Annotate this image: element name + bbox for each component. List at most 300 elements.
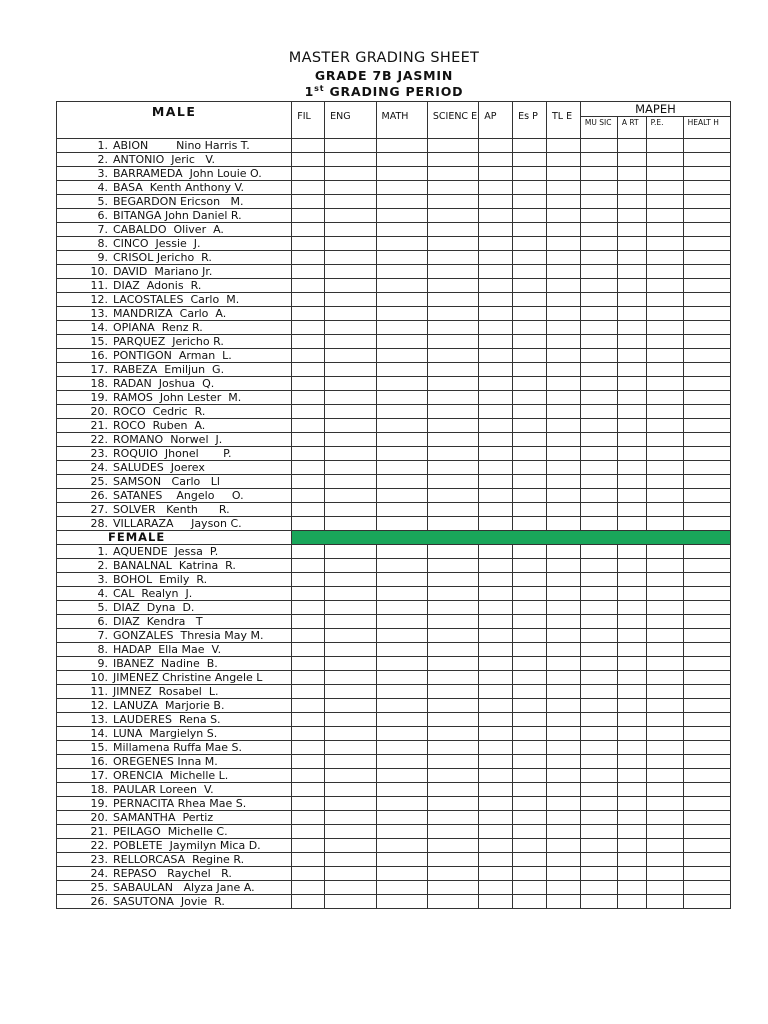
grade-cell[interactable]: [547, 615, 581, 629]
grade-cell[interactable]: [580, 559, 617, 573]
grade-cell[interactable]: [617, 251, 646, 265]
grade-cell[interactable]: [513, 167, 547, 181]
grade-cell[interactable]: [325, 853, 376, 867]
grade-cell[interactable]: [325, 657, 376, 671]
grade-cell[interactable]: [646, 265, 683, 279]
grade-cell[interactable]: [292, 699, 325, 713]
grade-cell[interactable]: [683, 769, 730, 783]
grade-cell[interactable]: [479, 601, 513, 615]
grade-cell[interactable]: [427, 839, 478, 853]
grade-cell[interactable]: [617, 783, 646, 797]
grade-cell[interactable]: [325, 335, 376, 349]
grade-cell[interactable]: [617, 335, 646, 349]
grade-cell[interactable]: [683, 881, 730, 895]
grade-cell[interactable]: [547, 587, 581, 601]
grade-cell[interactable]: [547, 517, 581, 531]
grade-cell[interactable]: [683, 335, 730, 349]
grade-cell[interactable]: [292, 335, 325, 349]
grade-cell[interactable]: [292, 545, 325, 559]
grade-cell[interactable]: [292, 573, 325, 587]
grade-cell[interactable]: [646, 475, 683, 489]
grade-cell[interactable]: [580, 237, 617, 251]
grade-cell[interactable]: [683, 391, 730, 405]
grade-cell[interactable]: [683, 517, 730, 531]
grade-cell[interactable]: [376, 223, 427, 237]
grade-cell[interactable]: [646, 769, 683, 783]
grade-cell[interactable]: [580, 251, 617, 265]
grade-cell[interactable]: [376, 657, 427, 671]
grade-cell[interactable]: [547, 391, 581, 405]
grade-cell[interactable]: [479, 419, 513, 433]
grade-cell[interactable]: [427, 629, 478, 643]
grade-cell[interactable]: [325, 433, 376, 447]
grade-cell[interactable]: [646, 419, 683, 433]
grade-cell[interactable]: [617, 797, 646, 811]
grade-cell[interactable]: [479, 251, 513, 265]
grade-cell[interactable]: [427, 223, 478, 237]
grade-cell[interactable]: [325, 895, 376, 909]
grade-cell[interactable]: [646, 601, 683, 615]
grade-cell[interactable]: [513, 181, 547, 195]
grade-cell[interactable]: [547, 461, 581, 475]
grade-cell[interactable]: [580, 447, 617, 461]
grade-cell[interactable]: [683, 797, 730, 811]
grade-cell[interactable]: [479, 209, 513, 223]
grade-cell[interactable]: [376, 363, 427, 377]
grade-cell[interactable]: [547, 433, 581, 447]
grade-cell[interactable]: [683, 713, 730, 727]
grade-cell[interactable]: [513, 503, 547, 517]
grade-cell[interactable]: [376, 727, 427, 741]
grade-cell[interactable]: [617, 279, 646, 293]
grade-cell[interactable]: [325, 783, 376, 797]
grade-cell[interactable]: [547, 559, 581, 573]
grade-cell[interactable]: [479, 615, 513, 629]
grade-cell[interactable]: [547, 279, 581, 293]
grade-cell[interactable]: [325, 517, 376, 531]
grade-cell[interactable]: [479, 153, 513, 167]
grade-cell[interactable]: [479, 769, 513, 783]
grade-cell[interactable]: [513, 867, 547, 881]
grade-cell[interactable]: [292, 349, 325, 363]
grade-cell[interactable]: [683, 741, 730, 755]
grade-cell[interactable]: [617, 881, 646, 895]
grade-cell[interactable]: [683, 755, 730, 769]
grade-cell[interactable]: [580, 433, 617, 447]
grade-cell[interactable]: [580, 293, 617, 307]
grade-cell[interactable]: [325, 713, 376, 727]
grade-cell[interactable]: [325, 475, 376, 489]
grade-cell[interactable]: [376, 517, 427, 531]
grade-cell[interactable]: [292, 741, 325, 755]
grade-cell[interactable]: [292, 559, 325, 573]
grade-cell[interactable]: [580, 377, 617, 391]
grade-cell[interactable]: [547, 503, 581, 517]
grade-cell[interactable]: [479, 587, 513, 601]
grade-cell[interactable]: [646, 447, 683, 461]
grade-cell[interactable]: [683, 461, 730, 475]
grade-cell[interactable]: [683, 503, 730, 517]
grade-cell[interactable]: [617, 167, 646, 181]
grade-cell[interactable]: [580, 727, 617, 741]
grade-cell[interactable]: [325, 685, 376, 699]
grade-cell[interactable]: [547, 167, 581, 181]
grade-cell[interactable]: [479, 755, 513, 769]
grade-cell[interactable]: [646, 391, 683, 405]
grade-cell[interactable]: [427, 153, 478, 167]
grade-cell[interactable]: [325, 391, 376, 405]
grade-cell[interactable]: [325, 195, 376, 209]
grade-cell[interactable]: [325, 307, 376, 321]
grade-cell[interactable]: [683, 657, 730, 671]
grade-cell[interactable]: [427, 251, 478, 265]
grade-cell[interactable]: [617, 321, 646, 335]
grade-cell[interactable]: [376, 461, 427, 475]
grade-cell[interactable]: [513, 755, 547, 769]
grade-cell[interactable]: [427, 209, 478, 223]
grade-cell[interactable]: [427, 587, 478, 601]
grade-cell[interactable]: [617, 825, 646, 839]
grade-cell[interactable]: [547, 699, 581, 713]
grade-cell[interactable]: [580, 685, 617, 699]
grade-cell[interactable]: [376, 251, 427, 265]
grade-cell[interactable]: [376, 825, 427, 839]
grade-cell[interactable]: [479, 167, 513, 181]
grade-cell[interactable]: [580, 601, 617, 615]
grade-cell[interactable]: [325, 839, 376, 853]
grade-cell[interactable]: [479, 741, 513, 755]
grade-cell[interactable]: [376, 811, 427, 825]
grade-cell[interactable]: [646, 181, 683, 195]
grade-cell[interactable]: [617, 461, 646, 475]
grade-cell[interactable]: [580, 139, 617, 153]
grade-cell[interactable]: [292, 615, 325, 629]
grade-cell[interactable]: [427, 293, 478, 307]
grade-cell[interactable]: [325, 405, 376, 419]
grade-cell[interactable]: [617, 699, 646, 713]
grade-cell[interactable]: [547, 265, 581, 279]
grade-cell[interactable]: [547, 335, 581, 349]
grade-cell[interactable]: [479, 139, 513, 153]
grade-cell[interactable]: [513, 195, 547, 209]
grade-cell[interactable]: [683, 573, 730, 587]
grade-cell[interactable]: [617, 629, 646, 643]
grade-cell[interactable]: [580, 363, 617, 377]
grade-cell[interactable]: [325, 755, 376, 769]
grade-cell[interactable]: [376, 503, 427, 517]
grade-cell[interactable]: [325, 769, 376, 783]
grade-cell[interactable]: [646, 643, 683, 657]
grade-cell[interactable]: [376, 741, 427, 755]
grade-cell[interactable]: [479, 461, 513, 475]
grade-cell[interactable]: [292, 489, 325, 503]
grade-cell[interactable]: [646, 615, 683, 629]
grade-cell[interactable]: [513, 279, 547, 293]
grade-cell[interactable]: [376, 475, 427, 489]
grade-cell[interactable]: [547, 307, 581, 321]
grade-cell[interactable]: [580, 839, 617, 853]
grade-cell[interactable]: [376, 321, 427, 335]
grade-cell[interactable]: [325, 825, 376, 839]
grade-cell[interactable]: [683, 195, 730, 209]
grade-cell[interactable]: [646, 741, 683, 755]
grade-cell[interactable]: [580, 853, 617, 867]
grade-cell[interactable]: [513, 447, 547, 461]
grade-cell[interactable]: [325, 503, 376, 517]
grade-cell[interactable]: [683, 839, 730, 853]
grade-cell[interactable]: [513, 475, 547, 489]
grade-cell[interactable]: [617, 195, 646, 209]
grade-cell[interactable]: [427, 601, 478, 615]
grade-cell[interactable]: [479, 797, 513, 811]
grade-cell[interactable]: [646, 153, 683, 167]
grade-cell[interactable]: [479, 895, 513, 909]
grade-cell[interactable]: [513, 265, 547, 279]
grade-cell[interactable]: [646, 377, 683, 391]
grade-cell[interactable]: [547, 237, 581, 251]
grade-cell[interactable]: [646, 867, 683, 881]
grade-cell[interactable]: [646, 223, 683, 237]
grade-cell[interactable]: [292, 405, 325, 419]
grade-cell[interactable]: [376, 447, 427, 461]
grade-cell[interactable]: [292, 587, 325, 601]
grade-cell[interactable]: [292, 853, 325, 867]
grade-cell[interactable]: [513, 895, 547, 909]
grade-cell[interactable]: [479, 643, 513, 657]
grade-cell[interactable]: [683, 223, 730, 237]
grade-cell[interactable]: [427, 363, 478, 377]
grade-cell[interactable]: [376, 307, 427, 321]
grade-cell[interactable]: [513, 209, 547, 223]
grade-cell[interactable]: [646, 349, 683, 363]
grade-cell[interactable]: [427, 811, 478, 825]
grade-cell[interactable]: [547, 405, 581, 419]
grade-cell[interactable]: [292, 167, 325, 181]
grade-cell[interactable]: [646, 545, 683, 559]
grade-cell[interactable]: [479, 545, 513, 559]
grade-cell[interactable]: [479, 265, 513, 279]
grade-cell[interactable]: [513, 433, 547, 447]
grade-cell[interactable]: [617, 265, 646, 279]
grade-cell[interactable]: [292, 293, 325, 307]
grade-cell[interactable]: [646, 293, 683, 307]
grade-cell[interactable]: [376, 279, 427, 293]
grade-cell[interactable]: [376, 881, 427, 895]
grade-cell[interactable]: [513, 741, 547, 755]
grade-cell[interactable]: [547, 377, 581, 391]
grade-cell[interactable]: [580, 671, 617, 685]
grade-cell[interactable]: [547, 419, 581, 433]
grade-cell[interactable]: [513, 153, 547, 167]
grade-cell[interactable]: [547, 629, 581, 643]
grade-cell[interactable]: [292, 419, 325, 433]
grade-cell[interactable]: [376, 629, 427, 643]
grade-cell[interactable]: [617, 363, 646, 377]
grade-cell[interactable]: [292, 657, 325, 671]
grade-cell[interactable]: [325, 419, 376, 433]
grade-cell[interactable]: [376, 545, 427, 559]
grade-cell[interactable]: [325, 293, 376, 307]
grade-cell[interactable]: [376, 797, 427, 811]
grade-cell[interactable]: [427, 503, 478, 517]
grade-cell[interactable]: [325, 489, 376, 503]
grade-cell[interactable]: [513, 349, 547, 363]
grade-cell[interactable]: [513, 727, 547, 741]
grade-cell[interactable]: [292, 251, 325, 265]
grade-cell[interactable]: [547, 853, 581, 867]
grade-cell[interactable]: [513, 797, 547, 811]
grade-cell[interactable]: [646, 559, 683, 573]
grade-cell[interactable]: [617, 433, 646, 447]
grade-cell[interactable]: [513, 643, 547, 657]
grade-cell[interactable]: [513, 559, 547, 573]
grade-cell[interactable]: [376, 377, 427, 391]
grade-cell[interactable]: [580, 643, 617, 657]
grade-cell[interactable]: [547, 755, 581, 769]
grade-cell[interactable]: [580, 545, 617, 559]
grade-cell[interactable]: [292, 223, 325, 237]
grade-cell[interactable]: [617, 587, 646, 601]
grade-cell[interactable]: [427, 181, 478, 195]
grade-cell[interactable]: [325, 741, 376, 755]
grade-cell[interactable]: [292, 181, 325, 195]
grade-cell[interactable]: [580, 713, 617, 727]
grade-cell[interactable]: [547, 363, 581, 377]
grade-cell[interactable]: [547, 447, 581, 461]
grade-cell[interactable]: [683, 825, 730, 839]
grade-cell[interactable]: [547, 153, 581, 167]
grade-cell[interactable]: [617, 671, 646, 685]
grade-cell[interactable]: [683, 321, 730, 335]
grade-cell[interactable]: [683, 349, 730, 363]
grade-cell[interactable]: [325, 797, 376, 811]
grade-cell[interactable]: [513, 223, 547, 237]
grade-cell[interactable]: [292, 377, 325, 391]
grade-cell[interactable]: [580, 265, 617, 279]
grade-cell[interactable]: [376, 685, 427, 699]
grade-cell[interactable]: [376, 853, 427, 867]
grade-cell[interactable]: [376, 405, 427, 419]
grade-cell[interactable]: [292, 153, 325, 167]
grade-cell[interactable]: [513, 713, 547, 727]
grade-cell[interactable]: [547, 671, 581, 685]
grade-cell[interactable]: [427, 867, 478, 881]
grade-cell[interactable]: [292, 797, 325, 811]
grade-cell[interactable]: [646, 251, 683, 265]
grade-cell[interactable]: [325, 223, 376, 237]
grade-cell[interactable]: [683, 209, 730, 223]
grade-cell[interactable]: [513, 293, 547, 307]
grade-cell[interactable]: [292, 461, 325, 475]
grade-cell[interactable]: [580, 321, 617, 335]
grade-cell[interactable]: [580, 335, 617, 349]
grade-cell[interactable]: [580, 755, 617, 769]
grade-cell[interactable]: [292, 363, 325, 377]
grade-cell[interactable]: [617, 489, 646, 503]
grade-cell[interactable]: [646, 699, 683, 713]
grade-cell[interactable]: [646, 405, 683, 419]
grade-cell[interactable]: [427, 321, 478, 335]
grade-cell[interactable]: [617, 391, 646, 405]
grade-cell[interactable]: [683, 671, 730, 685]
grade-cell[interactable]: [683, 643, 730, 657]
grade-cell[interactable]: [325, 251, 376, 265]
grade-cell[interactable]: [617, 349, 646, 363]
grade-cell[interactable]: [617, 601, 646, 615]
grade-cell[interactable]: [580, 461, 617, 475]
grade-cell[interactable]: [513, 139, 547, 153]
grade-cell[interactable]: [325, 153, 376, 167]
grade-cell[interactable]: [292, 713, 325, 727]
grade-cell[interactable]: [513, 587, 547, 601]
grade-cell[interactable]: [325, 811, 376, 825]
grade-cell[interactable]: [646, 167, 683, 181]
grade-cell[interactable]: [479, 391, 513, 405]
grade-cell[interactable]: [547, 181, 581, 195]
grade-cell[interactable]: [325, 867, 376, 881]
grade-cell[interactable]: [325, 573, 376, 587]
grade-cell[interactable]: [646, 307, 683, 321]
grade-cell[interactable]: [580, 573, 617, 587]
grade-cell[interactable]: [292, 601, 325, 615]
grade-cell[interactable]: [646, 279, 683, 293]
grade-cell[interactable]: [683, 601, 730, 615]
grade-cell[interactable]: [580, 825, 617, 839]
grade-cell[interactable]: [617, 769, 646, 783]
grade-cell[interactable]: [292, 209, 325, 223]
grade-cell[interactable]: [580, 769, 617, 783]
grade-cell[interactable]: [646, 657, 683, 671]
grade-cell[interactable]: [513, 573, 547, 587]
grade-cell[interactable]: [683, 419, 730, 433]
grade-cell[interactable]: [580, 391, 617, 405]
grade-cell[interactable]: [376, 433, 427, 447]
grade-cell[interactable]: [580, 881, 617, 895]
grade-cell[interactable]: [547, 489, 581, 503]
grade-cell[interactable]: [292, 783, 325, 797]
grade-cell[interactable]: [580, 503, 617, 517]
grade-cell[interactable]: [646, 209, 683, 223]
grade-cell[interactable]: [547, 195, 581, 209]
grade-cell[interactable]: [547, 643, 581, 657]
grade-cell[interactable]: [580, 405, 617, 419]
grade-cell[interactable]: [427, 517, 478, 531]
grade-cell[interactable]: [427, 685, 478, 699]
grade-cell[interactable]: [617, 293, 646, 307]
grade-cell[interactable]: [427, 265, 478, 279]
grade-cell[interactable]: [376, 265, 427, 279]
grade-cell[interactable]: [325, 671, 376, 685]
grade-cell[interactable]: [547, 223, 581, 237]
grade-cell[interactable]: [646, 335, 683, 349]
grade-cell[interactable]: [325, 699, 376, 713]
grade-cell[interactable]: [683, 727, 730, 741]
grade-cell[interactable]: [683, 405, 730, 419]
grade-cell[interactable]: [376, 643, 427, 657]
grade-cell[interactable]: [427, 349, 478, 363]
grade-cell[interactable]: [513, 853, 547, 867]
grade-cell[interactable]: [325, 447, 376, 461]
grade-cell[interactable]: [292, 517, 325, 531]
grade-cell[interactable]: [325, 727, 376, 741]
grade-cell[interactable]: [683, 699, 730, 713]
grade-cell[interactable]: [617, 657, 646, 671]
grade-cell[interactable]: [427, 769, 478, 783]
grade-cell[interactable]: [513, 615, 547, 629]
grade-cell[interactable]: [683, 895, 730, 909]
grade-cell[interactable]: [292, 825, 325, 839]
grade-cell[interactable]: [580, 783, 617, 797]
